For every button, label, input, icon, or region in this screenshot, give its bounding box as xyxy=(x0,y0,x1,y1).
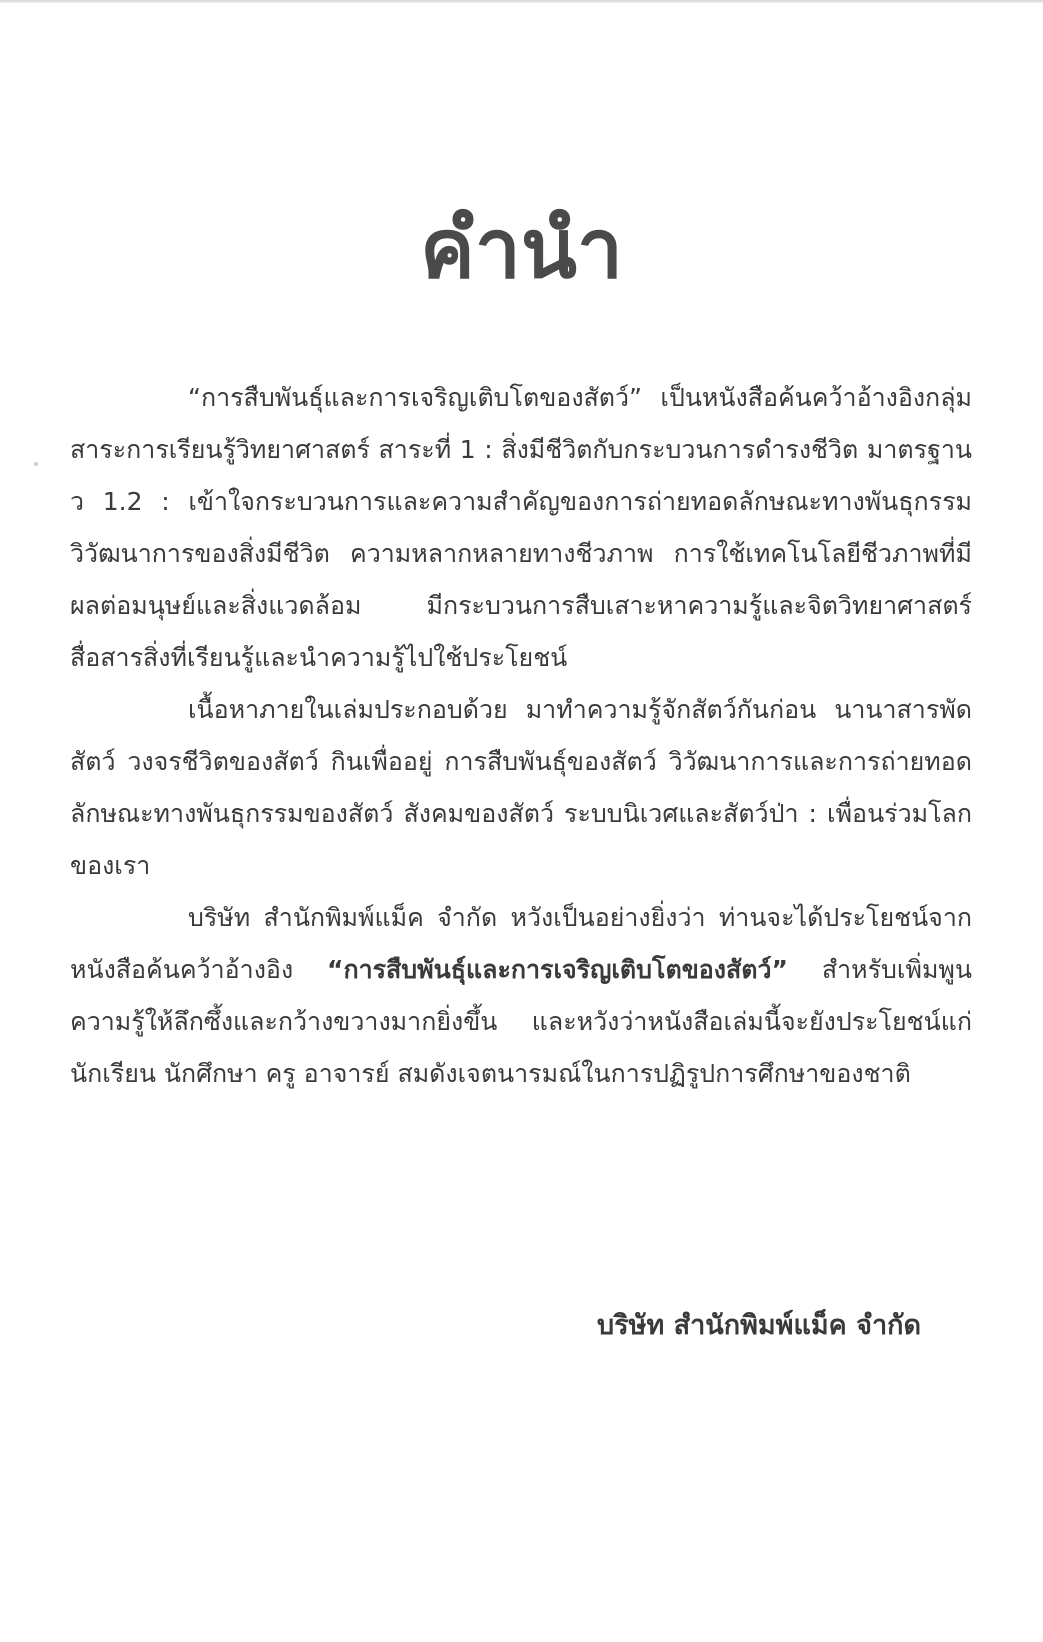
paragraph-closing xyxy=(70,892,972,1100)
preface-body xyxy=(70,372,972,1100)
publisher-signature: บริษัท สำนักพิมพ์แม็ค จำกัด xyxy=(597,1310,921,1341)
book-title-emphasis: “การสืบพันธุ์และการเจริญเติบโตของสัตว์” xyxy=(327,955,788,984)
paragraph-closing-lead: บริษัท สำนักพิมพ์แม็ค จำกัด หวังเป็นอย่างยิ่งว่า ท่านจะได้ประโยชน์จากหนังสือค้นคว้าอ้างอิง xyxy=(70,903,972,984)
paragraph-closing-tail: สำหรับเพิ่มพูนความรู้ให้ลึกซึ้งและกว้างขวางมากยิ่งขึ้น และหวังว่าหนังสือเล่มนี้จะยังประโยชน์แก่นักเรียน นักศึกษา ครู อาจารย์ สมดังเจตนารมณ์ในการปฏิรูปการศึกษาของชาติ xyxy=(70,955,972,1088)
page-title: คำนำ xyxy=(420,202,623,297)
page-top-edge xyxy=(0,0,1043,3)
scan-speck xyxy=(34,462,38,466)
paragraph-contents: เนื้อหาภายในเล่มประกอบด้วย มาทำความรู้จักสัตว์กันก่อน นานาสารพัดสัตว์ วงจรชีวิตของสัตว์ กินเพื่ออยู่ การสืบพันธุ์ของสัตว์ วิวัฒนาการและการถ่ายทอดลักษณะทางพันธุกรรมของสัตว์ สังคมของสัตว์ ระบบนิเวศและสัตว์ป่า : เพื่อนร่วมโลกของเรา xyxy=(70,695,972,880)
paragraph-intro: “การสืบพันธุ์และการเจริญเติบโตของสัตว์” เป็นหนังสือค้นคว้าอ้างอิงกลุ่มสาระการเรียนรู้วิทยาศาสตร์ สาระที่ 1 : สิ่งมีชีวิตกับกระบวนการดำรงชีวิต มาตรฐาน ว 1.2 : เข้าใจกระบวนการและความสำคัญของการถ่ายทอดลักษณะทางพันธุกรรม วิวัฒนาการของสิ่งมีชีวิต ความหลากหลายทางชีวภาพ การใช้เทคโนโลยีชีวภาพที่มีผลต่อมนุษย์และสิ่งแวดล้อม มีกระบวนการสืบเสาะหาความรู้และจิตวิทยาศาสตร์ สื่อสารสิ่งที่เรียนรู้และนำความรู้ไปใช้ประโยชน์ xyxy=(70,383,972,672)
